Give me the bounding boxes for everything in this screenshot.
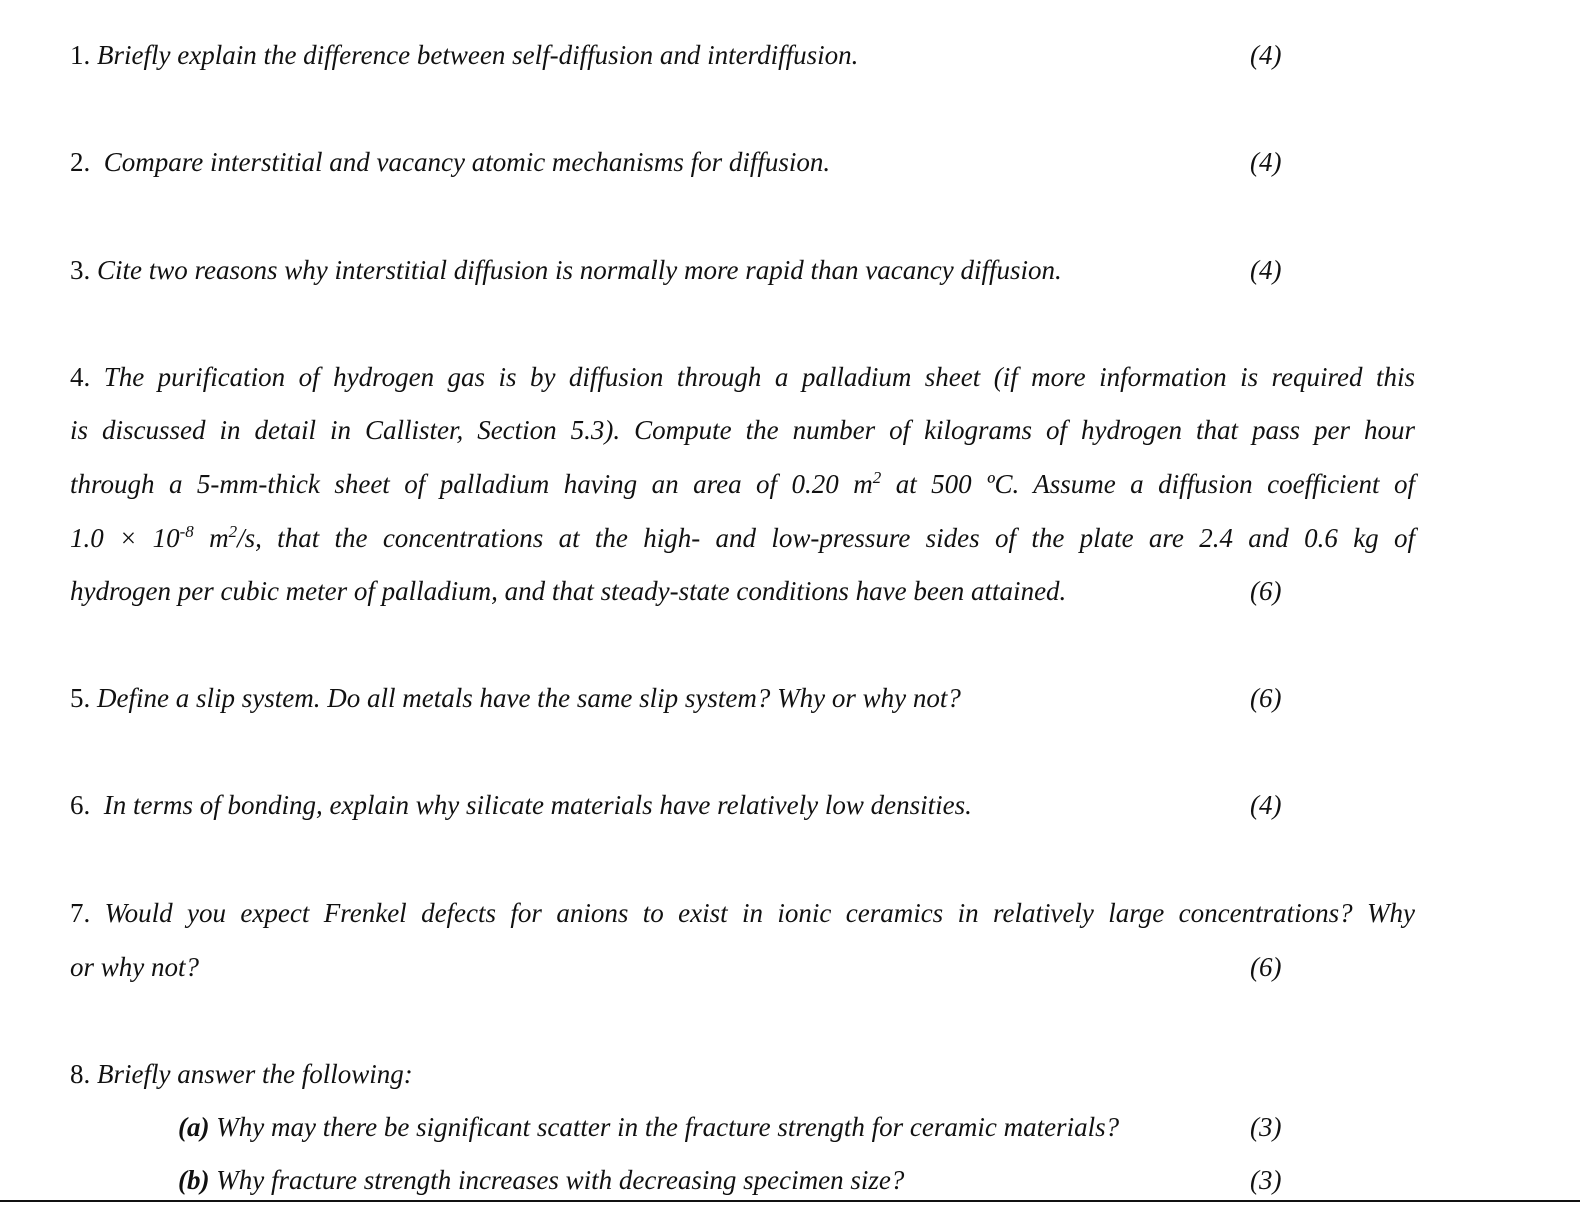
superscript-2b: 2 bbox=[228, 522, 238, 541]
question-4-line-4 bbox=[70, 518, 1415, 558]
question-5-marks: (6) bbox=[1250, 683, 1282, 713]
question-7-line-2 bbox=[70, 947, 199, 987]
question-6-text: In terms of bonding, explain why silicate materials have relatively low densities. bbox=[103, 790, 972, 820]
question-3 bbox=[70, 250, 1062, 290]
question-4-text-line-3a: through a 5-mm-thick sheet of palladium having an area of 0.20 m bbox=[70, 469, 873, 499]
question-8a-text: Why may there be significant scatter in the fracture strength for ceramic materials? bbox=[216, 1112, 1120, 1142]
question-5 bbox=[70, 678, 961, 718]
question-7-marks: (6) bbox=[1250, 952, 1282, 982]
question-8-number: 8. bbox=[70, 1059, 91, 1089]
question-1 bbox=[70, 35, 858, 75]
question-3-marks: (4) bbox=[1250, 255, 1282, 285]
question-6 bbox=[70, 785, 972, 825]
question-8a-marks: (3) bbox=[1250, 1112, 1282, 1142]
question-6-marks: (4) bbox=[1250, 790, 1282, 820]
question-8a bbox=[178, 1107, 1119, 1147]
question-4-text-line-3b: at 500 ºC. Assume a diffusion coefficient of bbox=[881, 469, 1416, 499]
question-4-text-line-4b: m bbox=[193, 523, 229, 553]
question-1-marks: (4) bbox=[1250, 40, 1282, 70]
question-4-line-2 bbox=[70, 410, 1415, 450]
superscript-neg8: -8 bbox=[179, 522, 194, 541]
question-2-text: Compare interstitial and vacancy atomic mechanisms for diffusion. bbox=[103, 147, 831, 177]
question-1-number: 1. bbox=[70, 40, 91, 70]
question-4-line-1 bbox=[70, 357, 1415, 397]
question-2 bbox=[70, 142, 830, 182]
question-7-line-1 bbox=[70, 893, 1415, 933]
superscript-2: 2 bbox=[872, 468, 882, 487]
question-8-text: Briefly answer the following: bbox=[97, 1059, 413, 1089]
question-5-number: 5. bbox=[70, 683, 91, 713]
question-4-text-line-4a: 1.0 × 10 bbox=[70, 523, 180, 553]
bottom-border-line bbox=[0, 1200, 1580, 1202]
question-4-number: 4. bbox=[70, 362, 91, 392]
question-7-number: 7. bbox=[70, 898, 91, 928]
question-8b-marks: (3) bbox=[1250, 1165, 1282, 1195]
question-8b-text: Why fracture strength increases with decreasing specimen size? bbox=[216, 1165, 905, 1195]
question-1-text: Briefly explain the difference between self-diffusion and interdiffusion. bbox=[97, 40, 859, 70]
question-3-text: Cite two reasons why interstitial diffusion is normally more rapid than vacancy diffusion. bbox=[97, 255, 1062, 285]
question-4-text-line-2: is discussed in detail in Callister, Section 5.3). Compute the number of kilograms of hydrogen that pass per hour bbox=[70, 415, 1415, 445]
question-4-marks: (6) bbox=[1250, 576, 1282, 606]
question-7-text-line-2: or why not? bbox=[70, 952, 200, 982]
question-7-text-line-1: Would you expect Frenkel defects for anions to exist in ionic ceramics in relatively large concentrations? Why bbox=[104, 898, 1416, 928]
question-4-text-line-5: hydrogen per cubic meter of palladium, and that steady-state conditions have been attained. bbox=[70, 576, 1067, 606]
question-4-line-5 bbox=[70, 571, 1066, 611]
question-8b-label: (b) bbox=[178, 1165, 210, 1195]
question-2-marks: (4) bbox=[1250, 147, 1282, 177]
question-4-line-3 bbox=[70, 464, 1415, 504]
question-4-text-line-4c: /s, that the concentrations at the high- and low-pressure sides of the plate are 2.4 and 0.6 kg of bbox=[237, 523, 1415, 553]
question-2-number: 2. bbox=[70, 147, 91, 177]
question-8b bbox=[178, 1160, 904, 1200]
question-6-number: 6. bbox=[70, 790, 91, 820]
question-5-text: Define a slip system. Do all metals have the same slip system? Why or why not? bbox=[97, 683, 961, 713]
question-3-number: 3. bbox=[70, 255, 91, 285]
question-4-text-line-1: The purification of hydrogen gas is by diffusion through a palladium sheet (if more information is required this bbox=[103, 362, 1416, 392]
question-8a-label: (a) bbox=[178, 1112, 210, 1142]
question-8 bbox=[70, 1054, 413, 1094]
